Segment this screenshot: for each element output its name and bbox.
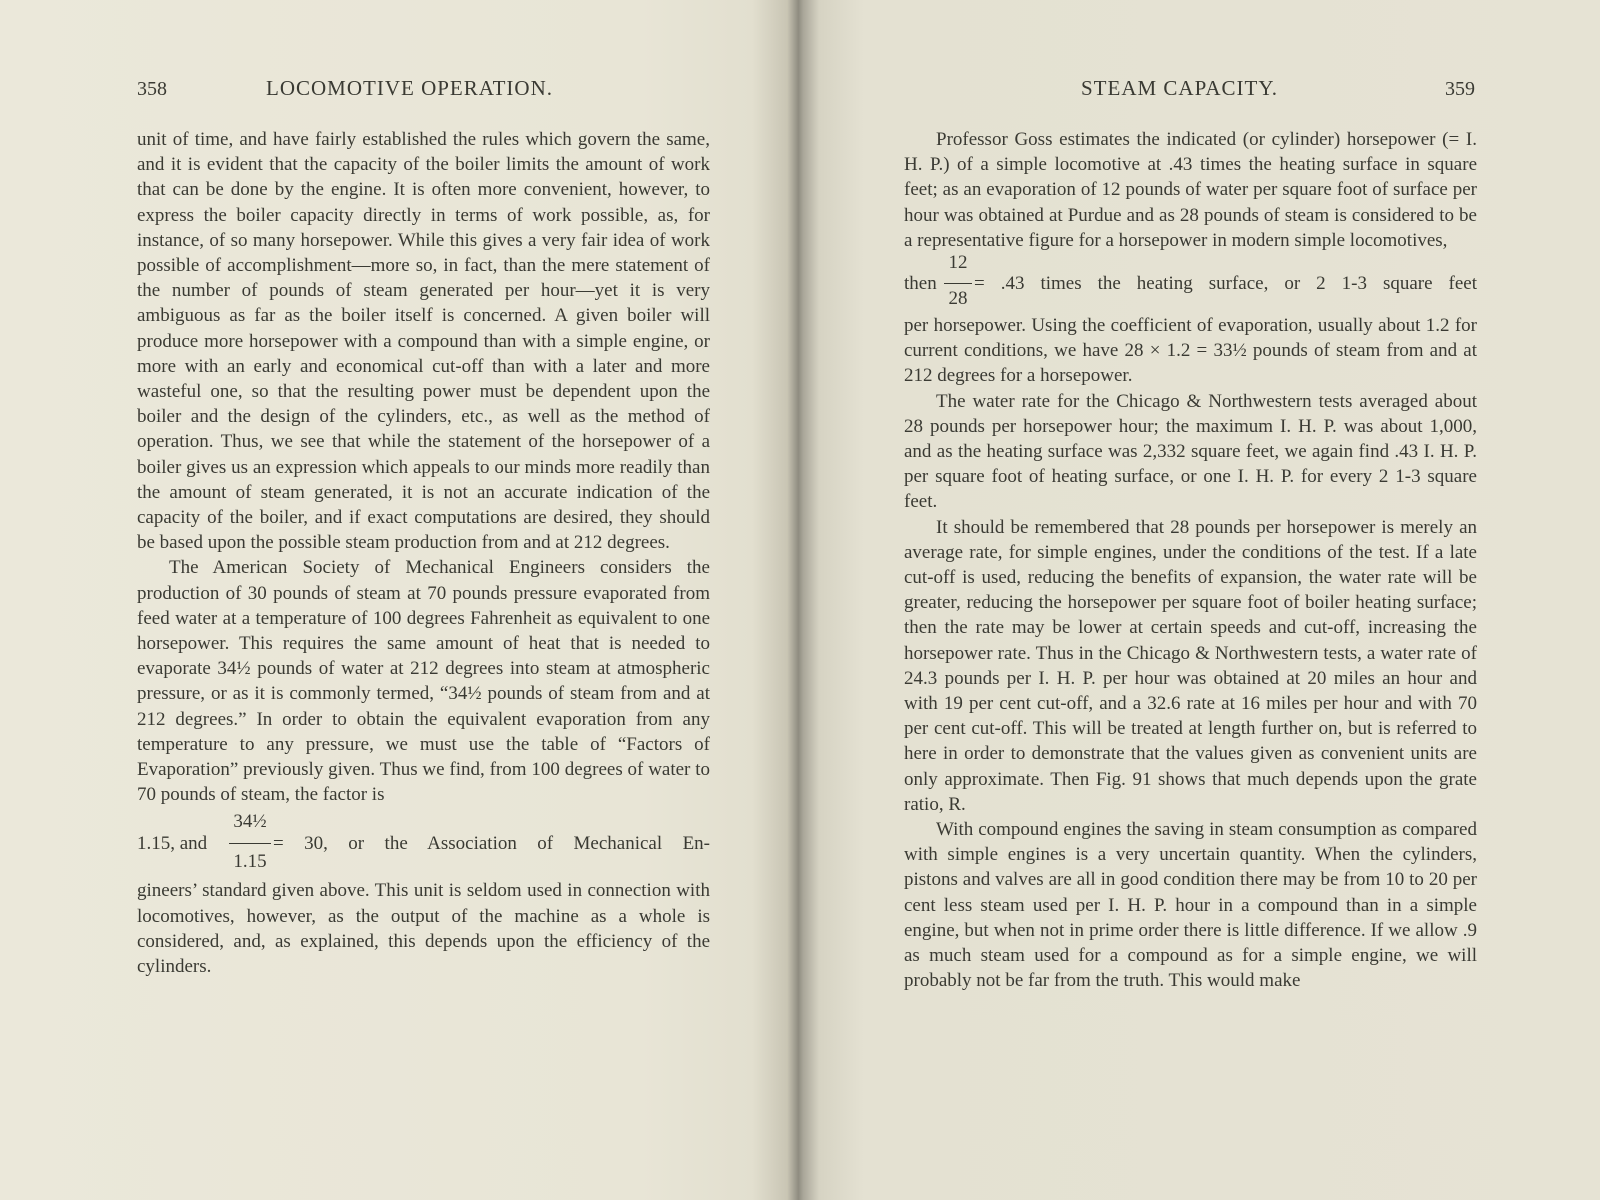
body-text — [904, 127, 1477, 994]
right-page — [800, 0, 1600, 1200]
equation-lead: then — [904, 273, 937, 295]
equation-lead: 1.15, and — [137, 833, 208, 855]
equation-result: = 30, or the Association of Mechanical En- — [273, 833, 710, 855]
fraction-numerator: 12 — [948, 252, 968, 274]
paragraph: The water rate for the Chicago & Northwestern tests averaged about 28 pounds per horsepower hour; the maximum I. H. P. was about 1,000, and as the heating surface was 2,332 square feet, we again find .43 I. H. P. per square foot of heating surface, or one I. H. P. for every 2 1-3 square feet. — [904, 390, 1477, 513]
paragraph: Professor Goss estimates the indicated (or cylinder) horsepower (= I. H. P.) of a simple locomotive at .43 times the heating surface in square feet; as an evaporation of 12 pounds of water per square foot of surface per hour was obtained at Purdue and as 28 pounds of steam is considered to be a representative figure for a horsepower in modern simple locomotives, — [904, 129, 1477, 251]
running-head: LOCOMOTIVE OPERATION. — [266, 76, 553, 100]
fraction-denominator: 1.15 — [233, 851, 267, 873]
paragraph: gineers’ standard given above. This unit is seldom used in connection with locomotives, however, as the output of the machine as a whole is considered, and, as explained, this depends upon the efficiency of the cylinders. — [137, 880, 710, 978]
fraction-bar — [944, 283, 972, 284]
equation — [137, 807, 710, 878]
paragraph: It should be remembered that 28 pounds per horsepower is merely an average rate, for simple engines, under the conditions of the test. If a late cut-off is used, reducing the benefits of expansion, the water rate will be greater, reducing the horsepower per square foot of boiler heating surface; then the rate may be lower at certain speeds and cut-off, increasing the horsepower rate. Thus in the Chicago & Northwestern tests, a water rate of 24.3 pounds per I. H. P. per hour was obtained at 20 miles an hour and with 19 per cent cut-off, and a 32.6 rate at 16 miles per hour and with 70 per cent cut-off. This will be treated at length further on, but is referred to here in order to demonstrate that the values given as convenient units are only approximate. Then Fig. 91 shows that much depends upon the grate ratio, R. — [904, 516, 1477, 815]
equation — [904, 253, 1477, 313]
equation-result: = .43 times the heating surface, or 2 1-3 square feet — [974, 273, 1477, 295]
paragraph: per horsepower. Using the coefficient of evaporation, usually about 1.2 for current conditions, we have 28 × 1.2 = 33½ pounds of steam from and at 212 degrees for a horsepower. — [904, 315, 1477, 387]
fraction-bar — [229, 843, 271, 844]
fraction-numerator: 34½ — [233, 811, 267, 833]
body-text — [137, 127, 710, 979]
page-number: 358 — [137, 78, 167, 100]
running-head: STEAM CAPACITY. — [1081, 76, 1279, 100]
fraction-denominator: 28 — [948, 288, 968, 310]
paragraph: The American Society of Mechanical Engineers considers the production of 30 pounds of steam at 70 pounds pressure evaporated from feed water at a temperature of 100 degrees Fahrenheit as equivalent to one horsepower. This requires the same amount of heat that is needed to evaporate 34½ pounds of water at 212 degrees into steam at atmospheric pressure, or as it is commonly termed, “34½ pounds of steam from and at 212 degrees.” In order to obtain the equivalent evaporation from any temperature to any pressure, we must use the table of “Factors of Evaporation” previously given. Thus we find, from 100 degrees of water to 70 pounds of steam, the factor is — [137, 557, 710, 806]
page-number: 359 — [1445, 78, 1475, 100]
paragraph: With compound engines the saving in steam consumption as compared with simple engines is a very uncertain quantity. When the cylinders, pistons and valves are all in good condition there may be from 10 to 20 per cent less steam used per I. H. P. hour in a compound than in a simple engine, but when not in prime order there is little difference. If we allow .9 as much steam used for a compound as for a simple engine, we will probably not be far from the truth. This would make — [904, 819, 1477, 992]
paragraph: unit of time, and have fairly established the rules which govern the same, and it is evident that the capacity of the boiler limits the amount of work that can be done by the engine. It is often more convenient, however, to express the boiler capacity directly in terms of work possible, as, for instance, of so many horsepower. While this gives a very fair idea of work possible of accomplishment—more so, in fact, than the mere statement of the number of pounds of steam generated per hour—yet it is very ambiguous as far as the boiler itself is concerned. A given boiler will produce more horsepower with a compound than with a simple engine, or more with an early and economical cut-off than with a later and more wasteful one, so that the resulting power must be dependent upon the boiler and the design of the cylinders, etc., as well as the method of operation. Thus, we see that while the statement of the horsepower of a boiler gives us an expression which appeals to our minds more readily than the amount of steam generated, it is not an accurate indication of the capacity of the boiler, and if exact computations are desired, they should be based upon the possible steam production from and at 212 degrees. — [137, 129, 710, 554]
